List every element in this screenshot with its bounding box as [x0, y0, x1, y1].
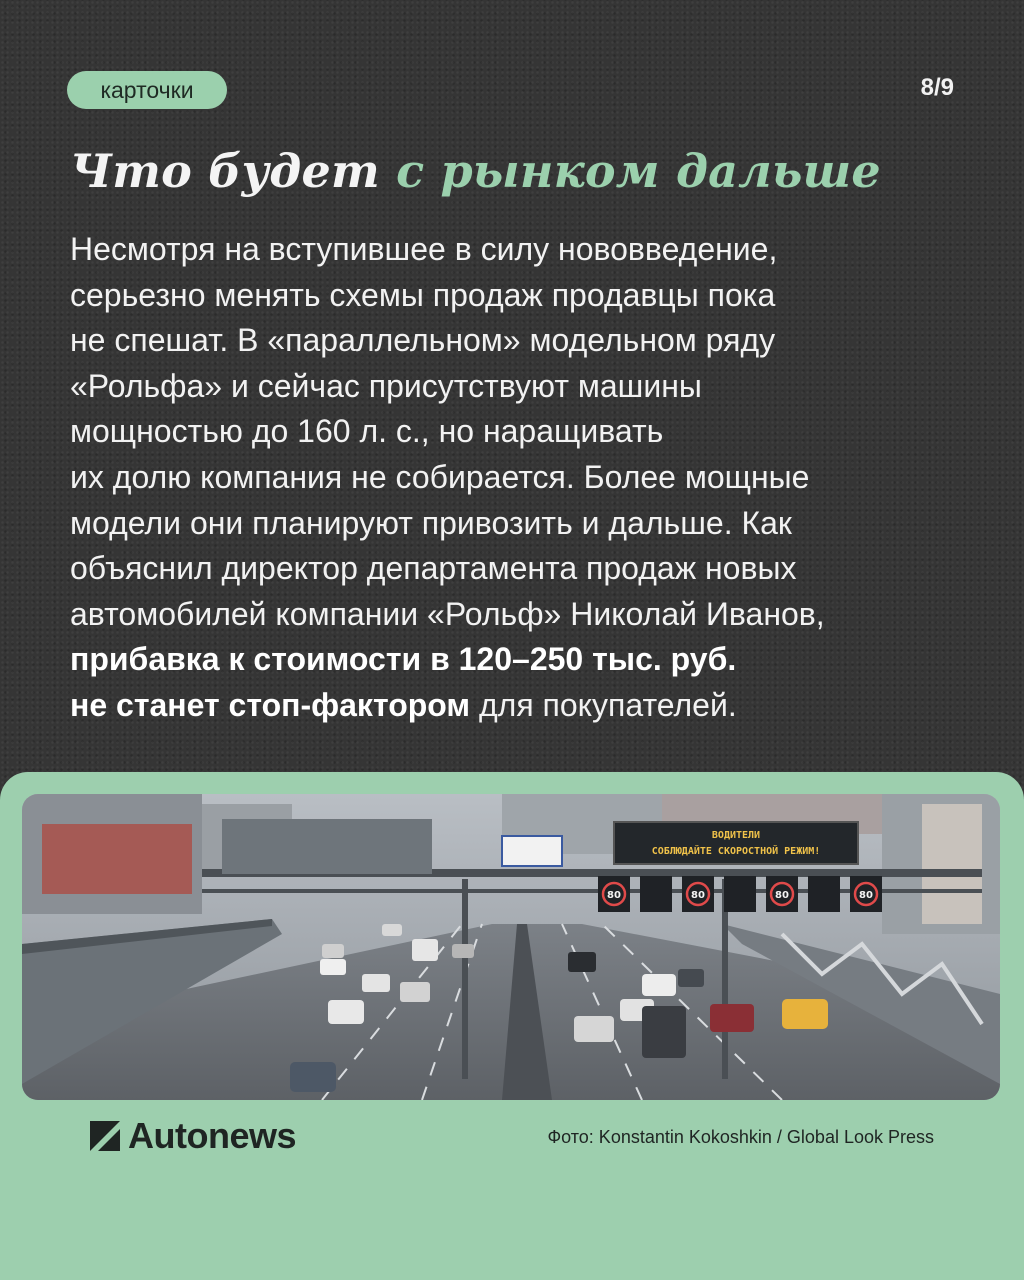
speed-sign-3: 80 [775, 890, 789, 901]
body-line: не спешат. В «параллельном» модельном ряду [70, 322, 776, 359]
speed-sign-2: 80 [691, 890, 705, 901]
body-line: Несмотря на вступившее в силу нововведение, [70, 231, 778, 267]
logo-text: Autonews [128, 1115, 297, 1156]
highway-photo [22, 794, 1000, 1100]
body-line: автомобилей компании «Рольф» Николай Иванов, [70, 595, 825, 632]
headline [70, 140, 881, 202]
speed-sign-1: 80 [607, 890, 621, 901]
body-line: «Рольфа» и сейчас присутствуют машины [70, 367, 702, 404]
body-text [70, 227, 950, 729]
vms-line1: ВОДИТЕЛИ [711, 830, 761, 841]
page-counter: 8/9 [920, 74, 954, 101]
autonews-logo[interactable] [90, 1116, 296, 1156]
body-line: их долю компания не собирается. Более мощные [70, 458, 810, 495]
photo-credit: Фото: Konstantin Kokoshkin / Global Look Press [547, 1127, 934, 1147]
headline-part-white: Что будет [70, 144, 380, 198]
body-line-bold [70, 637, 950, 683]
bold-highlight-tail: не станет стоп-фактором [70, 686, 471, 723]
vms-line2: СОБЛЮДАЙТЕ СКОРОСТНОЙ РЕЖИМ! [651, 846, 821, 857]
body-line: мощностью до 160 л. с., но наращивать [70, 413, 664, 450]
headline-part-green: с рынком дальше [396, 144, 881, 198]
body-line: модели они планируют привозить и дальше. Как [70, 504, 792, 541]
body-line: объяснил директор департамента продаж новых [70, 550, 797, 587]
body-tail: для покупателей. [470, 686, 737, 723]
logo-mark-icon [90, 1121, 120, 1151]
category-tag[interactable]: карточки [67, 71, 227, 109]
speed-sign-4: 80 [859, 890, 873, 901]
body-line-last [70, 683, 950, 729]
body-line: серьезно менять схемы продаж продавцы пока [70, 276, 776, 313]
bold-highlight: прибавка к стоимости в 120–250 тыс. руб. [70, 641, 737, 678]
